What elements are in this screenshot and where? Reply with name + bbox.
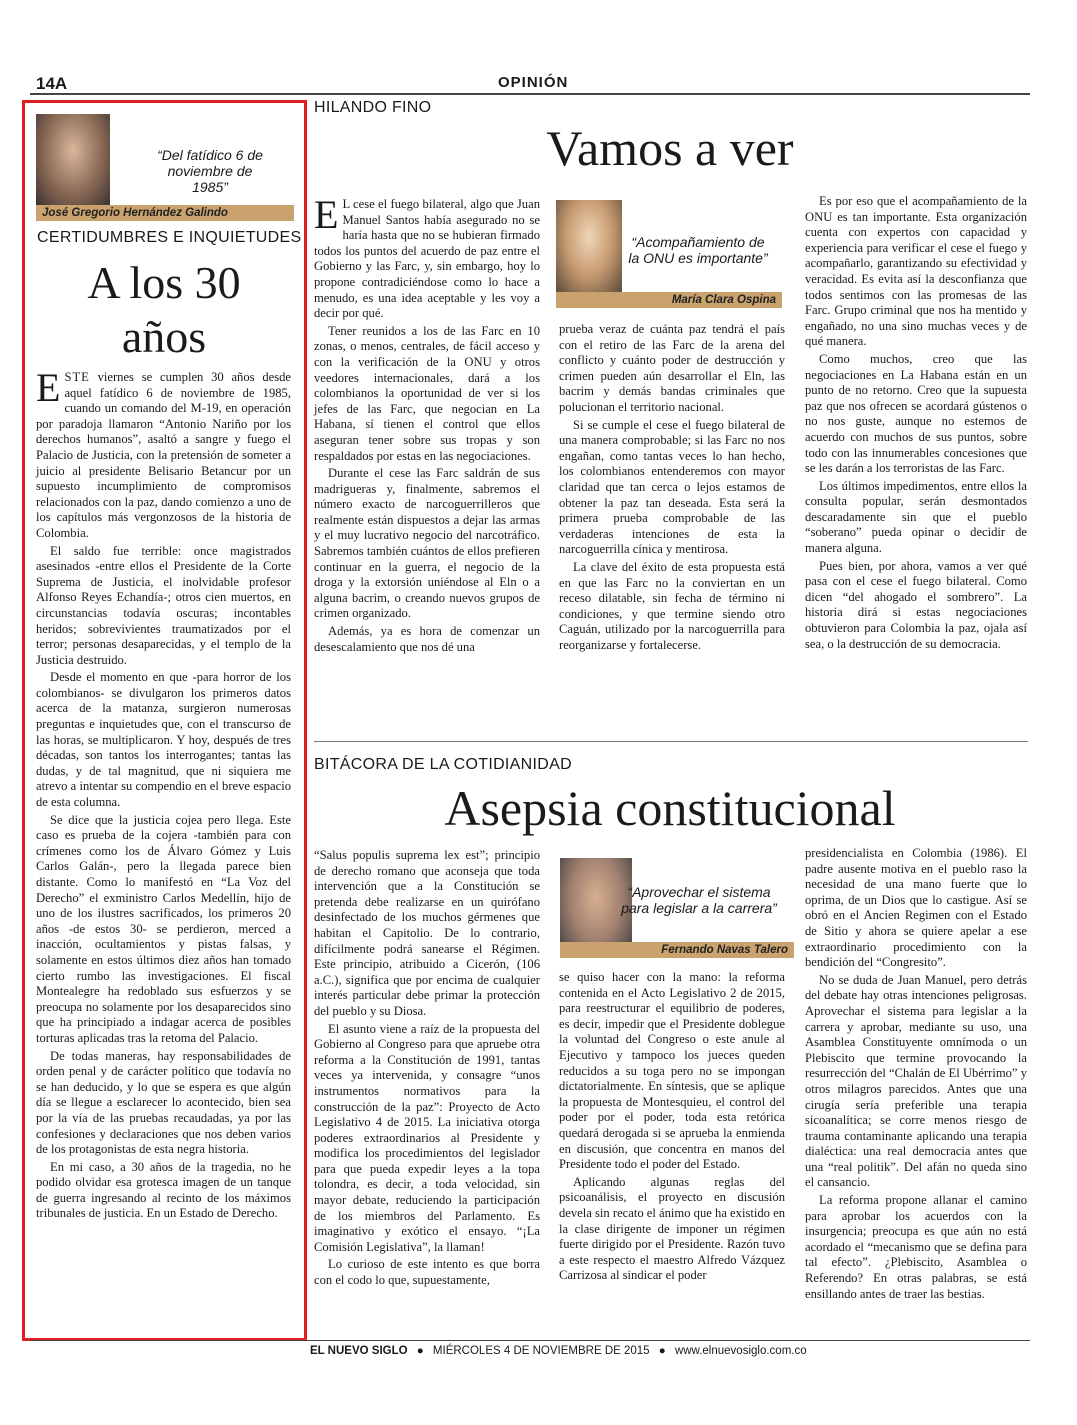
article2-paragraph-1: “Salus populis suprema lex est”; principio de derecho romano que aconseja que toda intervención que a la Constitución se pretenda debe realizarse en un quirófano desinfectado de los muchos gérmenes que habitan el Capitolio. De lo contrario, difícilmente podrá sanearse el Régimen. Este principio, atribuido a Cicerón, (106 a.C.), significa que por encima de cualquier interés particular debe primar la protección del pueblo y su Diosa. xyxy=(314,848,540,1018)
headline-left xyxy=(36,256,292,364)
left-paragraph-5: De todas maneras, hay responsabilidades de orden penal y de carácter político que todavía no se han deducido, y lo que se espera es que algún día se llegue a esclarecer lo acontecido, bien sea por la vía de las pruebas recaudadas, ya por las confesiones y declaraciones que nos deben varios de los protagonistas de esta negra historia. xyxy=(36,1048,291,1157)
left-paragraph-1 xyxy=(36,365,291,542)
author-name-article1: María Clara Ospina xyxy=(556,292,782,308)
kicker-article2: BITÁCORA DE LA COTIDIANIDAD xyxy=(314,756,572,773)
footer-brand: EL NUEVO SIGLO xyxy=(310,1345,408,1357)
pull-quote-article2: “Aprovechar el sistema para legislar a la carrera” xyxy=(621,884,777,916)
article2-col2 xyxy=(559,970,785,1286)
article2-paragraph-3: Lo curioso de este intento es que borra con el codo lo que, supuestamente, xyxy=(314,1257,540,1288)
left-paragraph-2: El saldo fue terrible: once magistrados asesinados -entre ellos el Presidente de la Corte Suprema de Justicia, el inolvidable profesor Alfonso Reyes Echandía-; otros cien muertos, en circunstancias todavía oscuras; incontables heridos; sobrevivientes traumatizados por el terror; personas desaparecidas, y el templo de la Justicia destruido. xyxy=(36,543,291,667)
left-paragraph-3: Desde el momento en que -para horror de los colombianos- se divulgaron los primeros datos acerca de la matanza, surgieron numerosas preguntas e inquietudes que, con el transcurso de las horas, se multiplicaron. Y hoy, después de tres décadas, son tantos los interrogantes; tantas las dudas, y de tal magnitud, que ni siquiera me atrevo a intentar su compendio en el breve espacio de esta columna. xyxy=(36,670,291,810)
dropcap-article1: E xyxy=(314,192,339,237)
article1-col2-paragraph-3: La clave del éxito de esta propuesta está en que las Farc no la conviertan en un receso dilatable, sin fecha de término ni condiciones, y que termine siendo otro Caguán, utilizado por la narcoguerrilla para reorganizarse y fortalecerse. xyxy=(559,559,785,652)
article1-paragraph-3: Durante el cese las Farc saldrán de sus madrigueras y, finalmente, sabremos el número exacto de narcoguerrilleros que realmente están dispuestos a dejar las armas y el muy lucrativo negocio del narcotráfico. Sabremos también cuántos de ellos prefieren continuar en la guerra, el negocio de la droga y la extorsión uniéndose al Eln o a alguna bacrim, o creando nuevos grupos de crimen organizado. xyxy=(314,466,540,621)
article2-col3-paragraph-1: presidencialista en Colombia (1986). El padre ausente motiva en el pueblo raso la necesidad de una mano fuerte que lo oprima, de un Dios que lo castigue. Así se obró en el Ancien Regimen con el Estado de Sitio y ahora se quiere apelar a ese extraordinario procedimiento con la bendición del “Congresito”. xyxy=(805,846,1027,970)
lead-small-caps: STE xyxy=(64,370,90,384)
article1-col3 xyxy=(805,194,1027,654)
article2-col3 xyxy=(805,846,1027,1304)
article1-paragraph-1-text: L cese el fuego bilateral, algo que Juan Manuel Santos había asegurado no se haría hasta que no se hubieran firmado todos los puntos del acuerdo de paz entre el Gobierno y las Farc, y, sin embargo, hoy lo propone contradiciéndose como lo hace a menudo, es una idea aceptable y les voy a decir por qué. xyxy=(314,197,540,321)
article2-col3-paragraph-2: No se duda de Juan Manuel, pero detrás del debate hay otras intenciones peligrosas. Aprovechar el sistema para legislar a la carrera y aprobar, mediante su uso, una Asamblea Constituyente omnímoda o un Plebiscito que termine provocando la resurrección del “Chalán de El Ubérrimo” y otros milagros parecidos. Antes que una cirugía sería preferible una terapia sicoanalítica; se corre menos riesgo de trauma contaminante aplicando una terapia dialéctica: una real democracia antes que una “real politik”. Del afán no queda sino el cansancio. xyxy=(805,972,1027,1190)
footer-rule xyxy=(30,1340,1030,1341)
article1-col2-paragraph-1: prueba veraz de cuánta paz tendrá el país con el retiro de las Farc de la arena del conflicto y cuánto poder de destrucción y crimen pueden aún desarrollar el Eln, las bacrim y demás bandas criminales que polucionan el territorio nacional. xyxy=(559,322,785,414)
article1-col2-paragraph-2: Si se cumple el cese el fuego bilateral de una manera comprobable; si las Farc no nos engañan, como tantas veces lo han hecho, los colombianos entenderemos con mayor claridad que tan cerca o lejos estamos de obtener la paz tan deseada. Esta será la primera prueba comprobable de las verdaderas intenciones de esta la narcoguerrilla cínica y mentirosa. xyxy=(559,417,785,557)
article-divider xyxy=(314,741,1028,742)
article2-paragraph-2: El asunto viene a raíz de la propuesta del Gobierno al Congreso para que apruebe otra reforma a la Constitución de 1991, tantas veces ya intervenida, y consagre “unos instrumentos normativos para la construcción de la paz”: Proyecto de Acto Legislativo 4 de 2015. La iniciativa otorga poderes extraordinarios al Presidente y modifica los procedimientos del legislador para que pueda expedir leyes a la topa tolondra, es decir, a toda velocidad, sin mayor debate, reduciendo la participación de los miembros del Parlamento. Es imaginativo y exótico el ensayo. “¡La Comisión Legislativa”, la llaman! xyxy=(314,1021,540,1254)
footer-bullet-2: ● xyxy=(658,1345,666,1357)
headline-article1: Vamos a ver xyxy=(546,120,794,176)
article1-col3-paragraph-1: Es por eso que el acompañamiento de la ONU es tan importante. Esta organización cuenta con expertos con capacidad y experiencia para verificar el cese el fuego y acompañarlo, garantizando su efectividad y veracidad. Es evita así la desconfianza que todos sentimos con las promesas de las Farc. Grupo criminal que nos ha mentido y engañado, no una sino muchas veces y de qué manera. xyxy=(805,194,1027,349)
article2-col1 xyxy=(314,848,540,1291)
article2-col2-paragraph-2: Aplicando algunas reglas del psicoanálisis, el proyecto en discusión devela sin recato el ánimo que ha existido en la clase dirigente de imponer un régimen fuerte dirigido por el Presidente. Razón tuvo a este respecto el maestro Alfredo Vázquez Carrizosa al sindicar el poder xyxy=(559,1174,785,1283)
headline-article2: Asepsia constitucional xyxy=(444,780,896,836)
left-paragraph-6: En mi caso, a 30 años de la tragedia, no he podido olvidar esa grotesca imagen de un tanque de guerra ingresando al recinto de los máximos tribunales de justicia. En un Estado de Derecho. xyxy=(36,1159,291,1221)
page-number: 14A xyxy=(36,74,68,93)
article1-col1 xyxy=(314,192,540,657)
pull-quote-left: “Del fatídico 6 de noviembre de 1985” xyxy=(157,147,263,195)
header-rule xyxy=(30,93,1030,95)
article1-paragraph-4: Además, ya es hora de comenzar un desescalamiento que nos dé una xyxy=(314,624,540,654)
article1-col2 xyxy=(559,322,785,655)
pull-quote-article1: “Acompañamiento de la ONU es importante” xyxy=(628,234,768,266)
author-name-left: José Gregorio Hernández Galindo xyxy=(36,205,294,221)
footer xyxy=(310,1345,807,1357)
footer-bullet-1: ● xyxy=(416,1345,424,1357)
author-photo-article1 xyxy=(556,200,622,292)
author-photo-left xyxy=(36,114,110,206)
kicker-article1: HILANDO FINO xyxy=(314,99,432,116)
left-paragraph-4: Se dice que la justicia cojea pero llega. Este caso es prueba de la cojera -también para con crímenes como los de Álvaro Gómez y Luis Carlos Galán-, pero la llegada parece bien distante. Como lo manifestó en “La Voz del Derecho” el exministro Carlos Medellín, hijo de uno de los ilustres sacrificados, los primeros 20 años -de estos 30- se perdieron, merced a inacción, ocultamientos y pistas falsas, y solamente en estos últimos diez años han tomado cierto rumbo las investigaciones. El fiscal Montealegre ha redoblado sus esfuerzos y se preocupa no solamente por los desaparecidos sino que ha principiado a indagar acerca de posibles torturas aplicadas tras la retoma del Palacio. xyxy=(36,812,291,1045)
footer-date: MIÉRCOLES 4 DE NOVIEMBRE DE 2015 xyxy=(432,1345,650,1357)
article2-col3-paragraph-3: La reforma propone allanar el camino para aprobar los acuerdos con la insurgencia; preocupa es que aún no está acordado el “mecanismo que se defina para tal efecto”. ¿Plebiscito, Asamblea o Referendo? En otras palabras, se está ensillando antes de traer las bestias. xyxy=(805,1193,1027,1301)
left-paragraph-1-text: viernes se cumplen 30 años desde aquel fatídico 6 de noviembre de 1985, cuando un comando del M-19, en operación por paradoja llamaron “Antonio Nariño por los derechos humanos”, asaltó a sangre y fuego el Palacio de Justicia, con la pretensión de someter a juicio al presidente Belisario Betancur por un supuesto incumplimiento de compromisos relacionados con la paz, dando comienzo a uno de los capítulos más vergonzosos de la historia de Colombia. xyxy=(36,370,291,540)
section-title: OPINIÓN xyxy=(498,74,569,91)
article1-paragraph-1 xyxy=(314,192,540,322)
headline-left-line2: años xyxy=(121,311,207,362)
article1-col3-paragraph-2: Como muchos, creo que las negociaciones en La Habana están en un punto de no retorno. Creo que la supuesta paz que nos ofrecen se acordará gústenos o no nos guste, aunque no estemos de acuerdo con muchos de sus puntos, sobre todo con las innumerables concesiones que se les darán a los terroristas de las Farc. xyxy=(805,351,1027,476)
article2-col2-paragraph-1: se quiso hacer con la mano: la reforma contenida en el Acto Legislativo 2 de 2015, para reestructurar el equilibrio de poderes, es decir, impedir que el Presidente doblegue la voluntad del Congreso o este anule al Ejecutivo y tampoco los jueces queden reducidos a su toga pero no se impongan dictatorialmente. En síntesis, que se aplique la propuesta de Montesquieu, el control del poder por el poder, toda esta retórica quedará derogada si se aprueba la enmienda en discusión, que concentra en manos del Presidente todo el poder del Estado. xyxy=(559,970,785,1172)
article1-col3-paragraph-3: Los últimos impedimentos, entre ellos la consulta popular, serán desmontados descaradamente sin que el pueblo “soberano” pueda opinar o decidir de manera alguna. xyxy=(805,478,1027,556)
left-body xyxy=(36,365,291,1224)
footer-url[interactable]: www.elnuevosiglo.com.co xyxy=(674,1345,807,1357)
author-name-article2: Fernando Navas Talero xyxy=(560,942,794,958)
kicker-left: CERTIDUMBRES E INQUIETUDES xyxy=(37,229,302,246)
headline-left-line1: A los 30 xyxy=(87,257,241,308)
dropcap-left: E xyxy=(36,365,61,410)
article1-paragraph-2: Tener reunidos a los de las Farc en 10 zonas, o menos, centrales, de fácil acceso y con la verificación de la ONU y otros veedores internacionales, dará a los colombianos la oportunidad de ver si los jefes de las Farc, que negocian en La Habana, sí tienen el control que ellos aseguran tener sobre sus tropas y son respaldados por estas en las negociaciones. xyxy=(314,323,540,463)
article1-col3-paragraph-4: Pues bien, por ahora, vamos a ver qué pasa con el cese el fuego bilateral. Como dicen “del ahogado el sombrero”. La historia dirá si estas negociaciones obtuvieron para Colombia la paz, ojala así sea, o la destrucción de su democracia. xyxy=(805,558,1027,651)
